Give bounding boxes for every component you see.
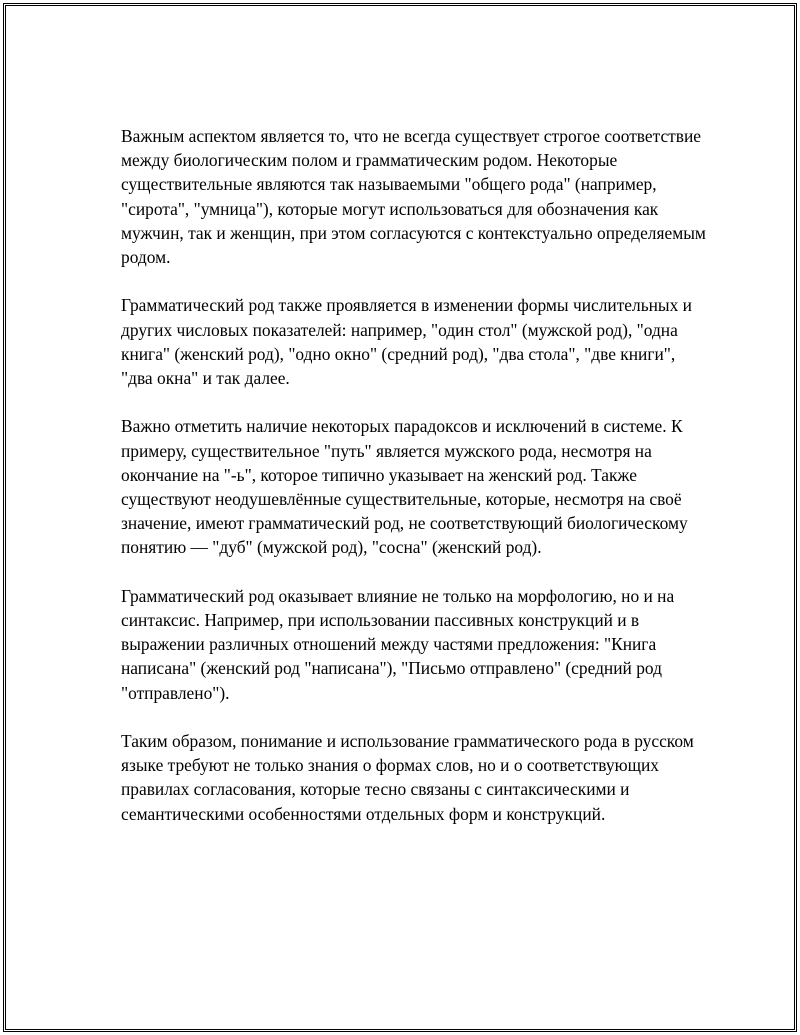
- paragraph-3: Важно отметить наличие некоторых парадоксов и исключений в системе. К примеру, существительное "путь" является мужского рода, несмотря на окончание на "-ь", которое типично указывает на женский род. Также существуют неодушевлённые существительные, которые, несмотря на своё значение, имеют грамматический род, не соответствующий биологическому понятию — "дуб" (мужской род), "сосна" (женский род).: [121, 416, 688, 558]
- document-body: [121, 124, 711, 826]
- page: [6, 6, 794, 1029]
- page-border: [3, 3, 797, 1032]
- paragraph-5: Таким образом, понимание и использование грамматического рода в русском языке требуют не только знания о формах слов, но и о соответствующих правилах согласования, которые тесно связаны с синтаксическими и семантическими особенностями отдельных форм и конструкций.: [121, 731, 694, 824]
- paragraph-4: Грамматический род оказывает влияние не только на морфологию, но и на синтаксис. Например, при использовании пассивных конструкций и в выражении различных отношений между частями предложения: "Книга написана" (женский род "написана"), "Письмо отправлено" (средний род "отправлено").: [121, 585, 675, 703]
- paragraph-2: Грамматический род также проявляется в изменении формы числительных и других числовых показателей: например, "один стол" (мужской род), "одна книга" (женский род), "одно окно" (средний род), "два стола", "две книги", "два окна" и так далее.: [121, 295, 692, 389]
- paragraph-1: Важным аспектом является то, что не всегда существует строгое соответствие между биологическим полом и грамматическим родом. Некоторые существительные являются так называемыми "общего рода" (например, "сирота", "умница"), которые могут использоваться для обозначения как мужчин, так и женщин, при этом согласуются с контекстуально определяемым родом.: [121, 126, 706, 268]
